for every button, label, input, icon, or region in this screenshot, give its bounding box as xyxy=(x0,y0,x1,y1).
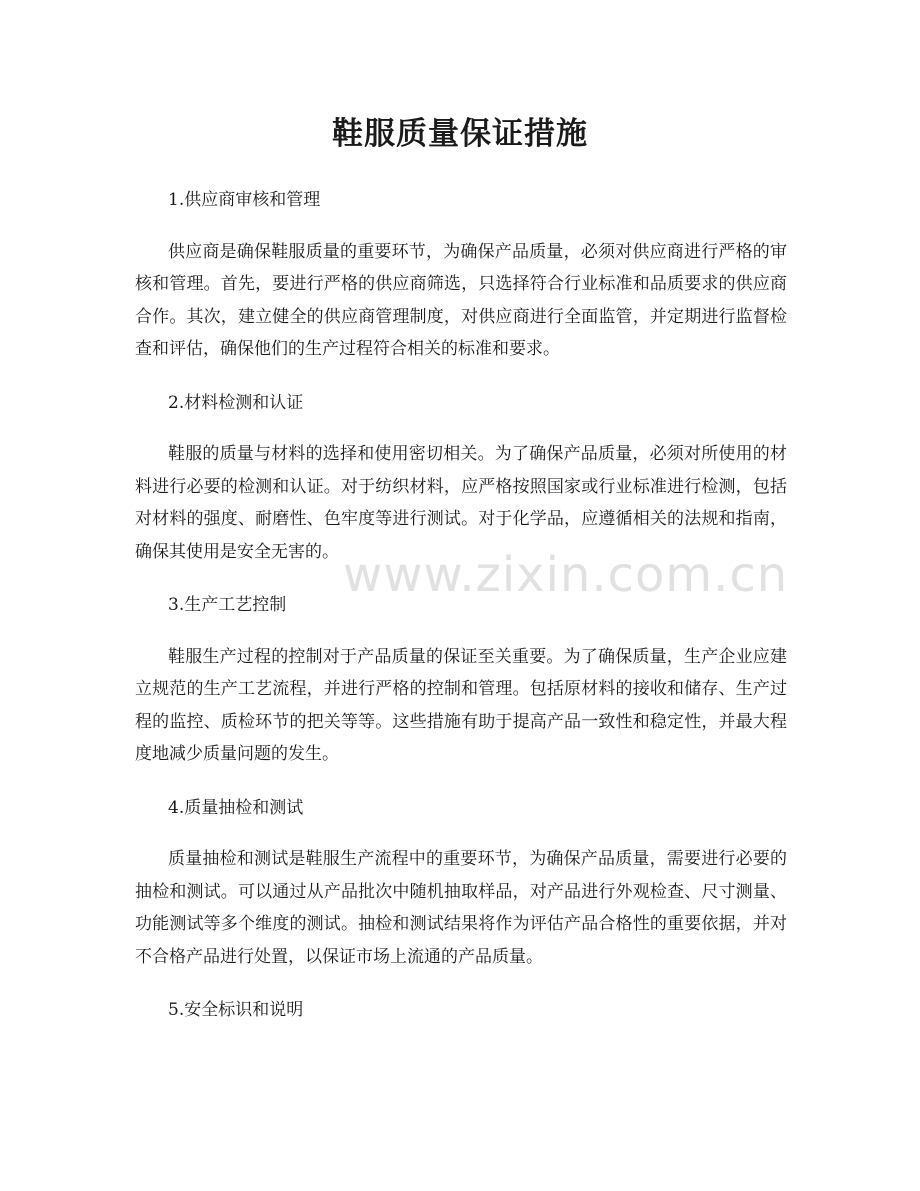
section-paragraph-1: 供应商是确保鞋服质量的重要环节，为确保产品质量，必须对供应商进行严格的审核和管理。首先，要进行严格的供应商筛选，只选择符合行业标准和品质要求的供应商合作。其次，建立健全的供应商管理制度，对供应商进行全面监管，并定期进行监督检查和评估，确保他们的生产过程符合相关的标准和要求。 xyxy=(135,241,787,359)
section-paragraph-2: 鞋服的质量与材料的选择和使用密切相关。为了确保产品质量，必须对所使用的材料进行必要的检测和认证。对于纺织材料，应严格按照国家或行业标准进行检测，包括对材料的强度、耐磨性、色牢度等进行测试。对于化学品，应遵循相关的法规和指南，确保其使用是安全无害的。 xyxy=(135,444,787,562)
site-watermark: www.zixin.com.cn xyxy=(343,547,789,603)
document-body xyxy=(135,184,787,1046)
section-heading-5: 5.安全标识和说明 xyxy=(168,1000,304,1020)
section-paragraph-3: 鞋服生产过程的控制对于产品质量的保证至关重要。为了确保质量，生产企业应建立规范的生产工艺流程，并进行严格的控制和管理。包括原材料的接收和储存、生产过程的监控、质检环节的把关等等。这些措施有助于提高产品一致性和稳定性，并最大程度地减少质量问题的发生。 xyxy=(135,646,787,764)
document-title: 鞋服质量保证措施 xyxy=(332,116,588,152)
section-heading-2: 2.材料检测和认证 xyxy=(168,392,304,413)
section-paragraph-4: 质量抽检和测试是鞋服生产流程中的重要环节，为确保产品质量，需要进行必要的抽检和测试。可以通过从产品批次中随机抽取样品，对产品进行外观检查、尺寸测量、功能测试等多个维度的测试。抽检和测试结果将作为评估产品合格性的重要依据，并对不合格产品进行处置，以保证市场上流通的产品质量。 xyxy=(135,849,787,967)
section-heading-4: 4.质量抽检和测试 xyxy=(168,797,304,818)
section-heading-1: 1.供应商审核和管理 xyxy=(168,190,321,210)
section-heading-3: 3.生产工艺控制 xyxy=(168,595,287,615)
